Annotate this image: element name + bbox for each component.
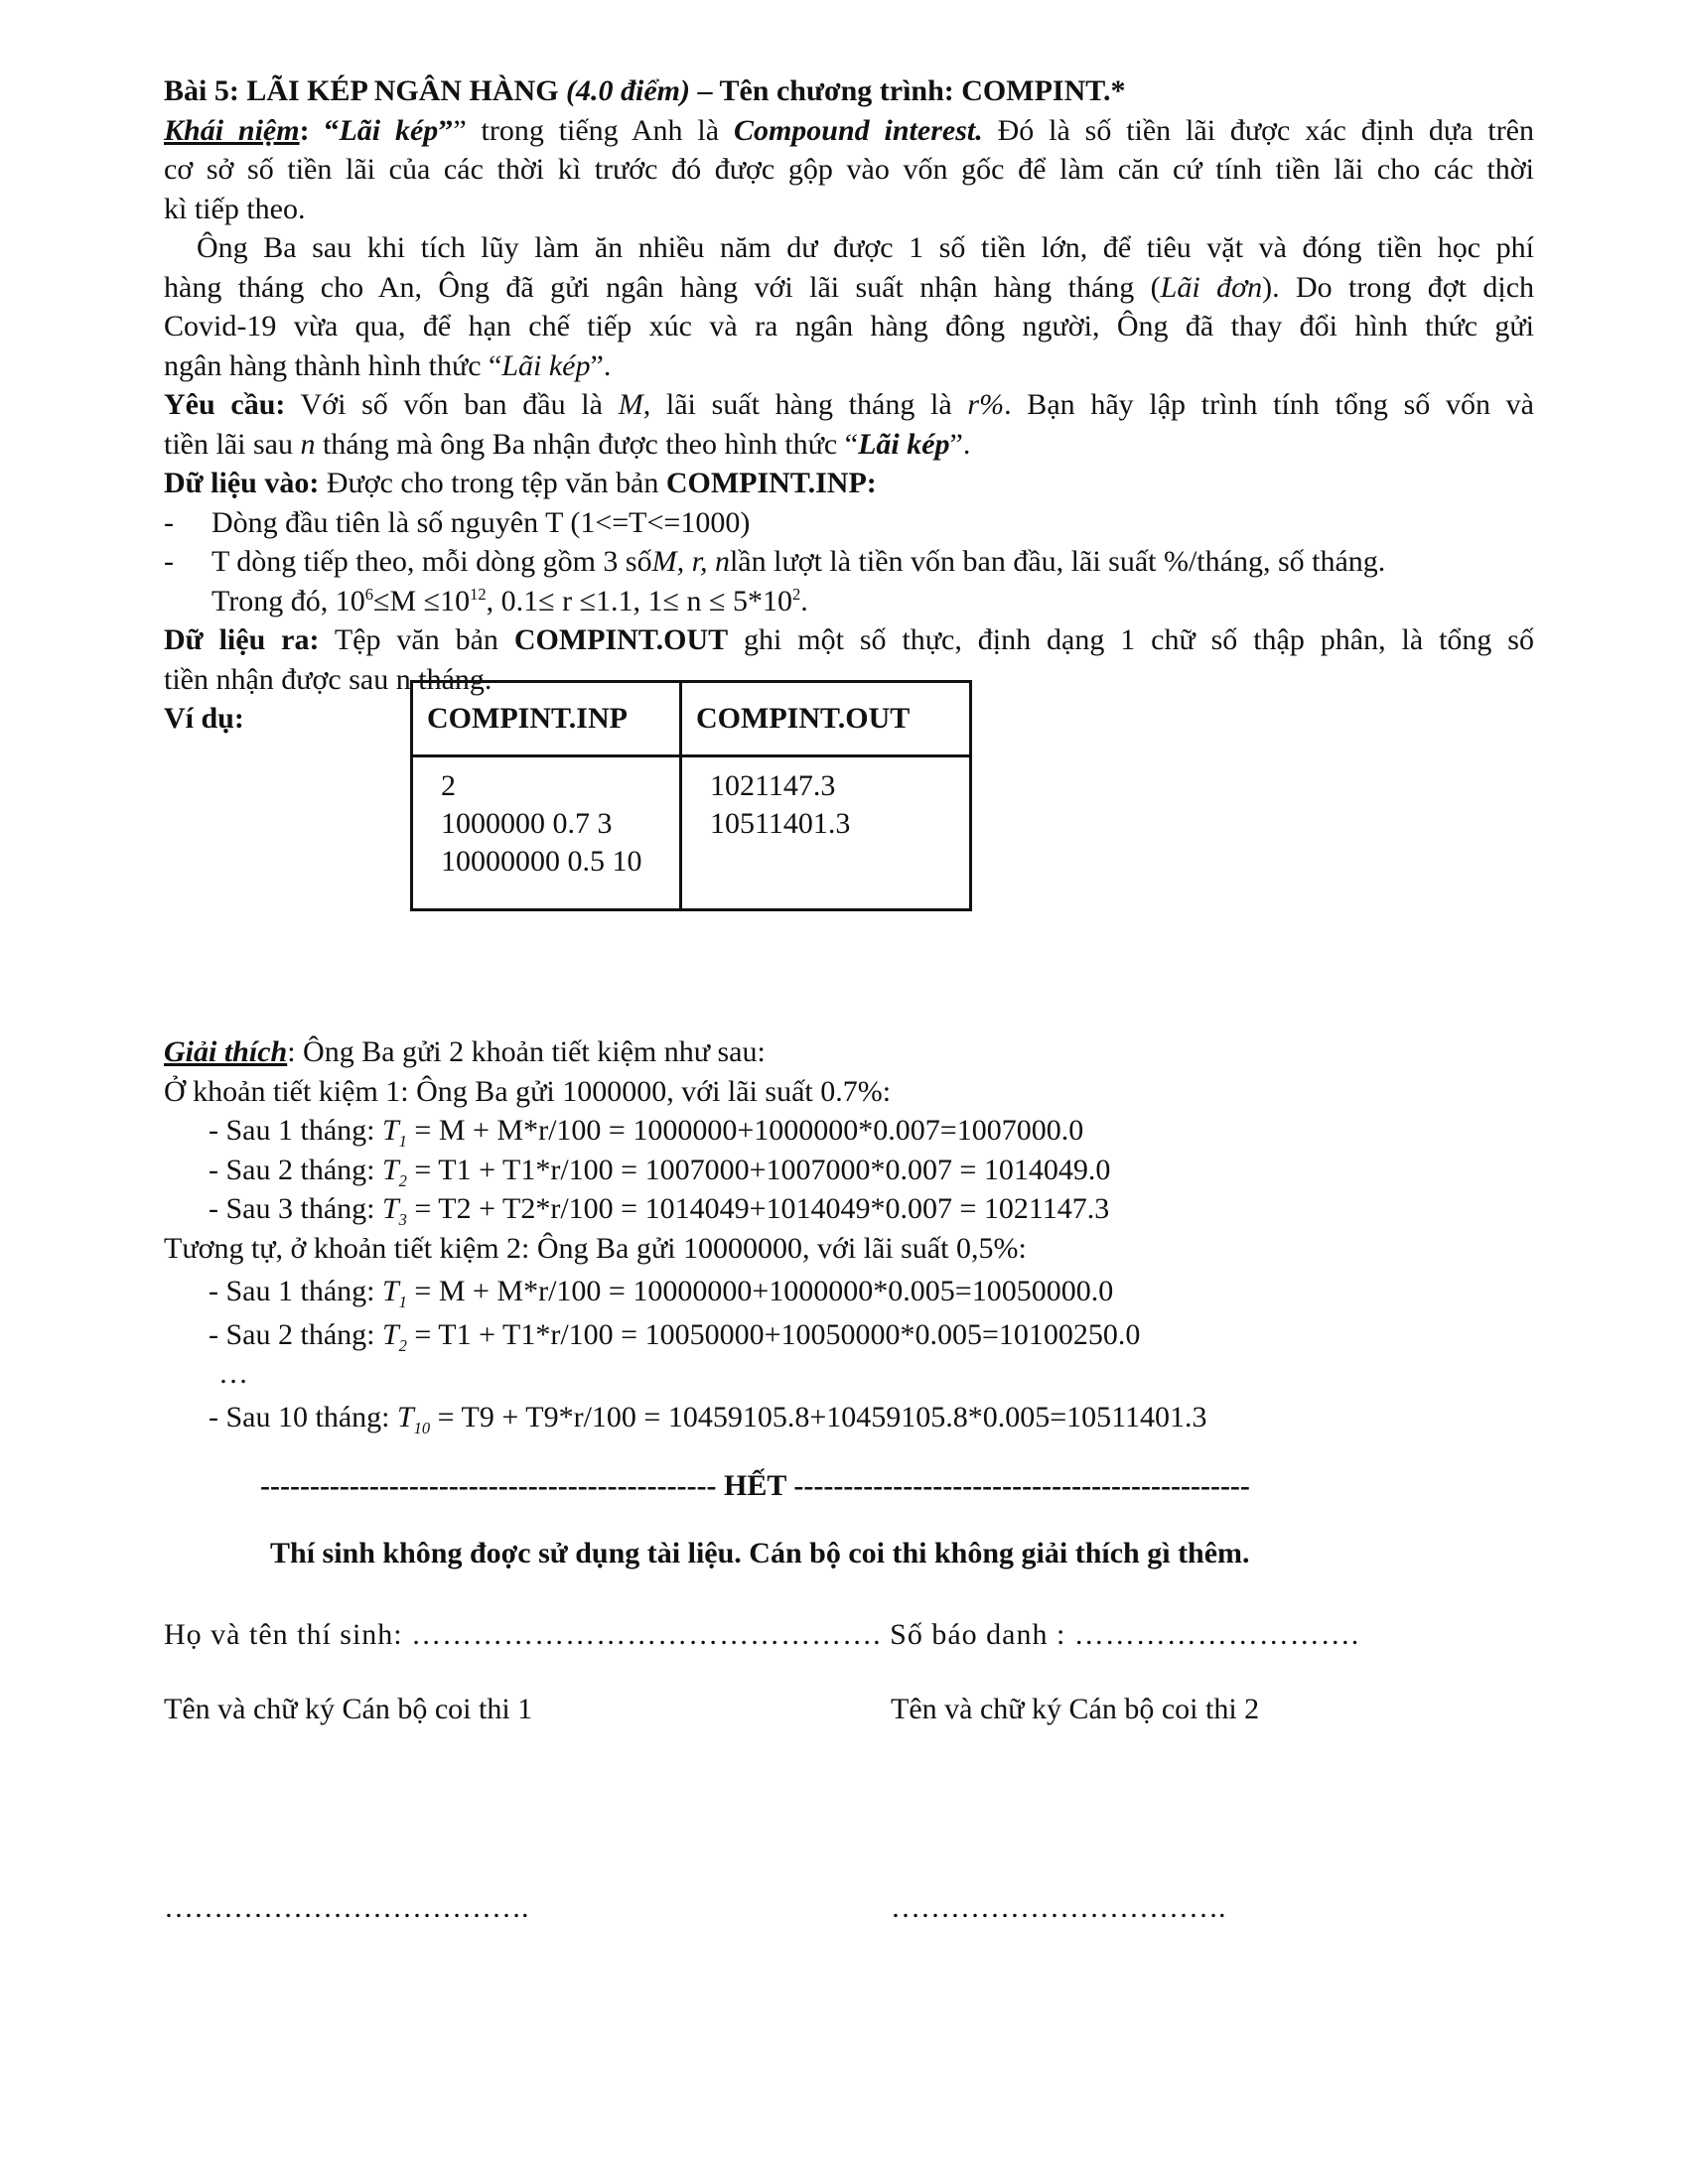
input-item-1: - Dòng đầu tiên là số nguyên T (1<=T<=1000) [164, 505, 751, 539]
concept-line-2: cơ sở số tiền lãi của các thời kì trước đó được gộp vào vốn gốc để làm căn cứ tính tiền lãi cho các thời [164, 153, 1534, 186]
a1-step-1: - Sau 1 tháng: $T_1 = M + M*r/100 = 1000000+1000000*0.007=1007000.0$ [209, 1114, 1084, 1151]
a1-step-3: - Sau 3 tháng: $T_3 = T2 + T2*r/100 = 1014049+1014049*0.007 = 1021147.3$ [209, 1192, 1110, 1229]
proctor-2-label: Tên và chữ ký Cán bộ coi thi 2 [891, 1693, 1260, 1725]
requirement-line-2: tiền lãi sau n tháng mà ông Ba nhận được theo hình thức “Lãi kép”. [164, 427, 971, 461]
ellipsis: … [218, 1357, 248, 1390]
table-cell-output: 1021147.3 10511401.3 [681, 756, 971, 910]
proctor-1-label: Tên và chữ ký Cán bộ coi thi 1 [164, 1693, 533, 1725]
input-constraints: Trong đó, $10^6\le M \le 10^{12}$, 0.1≤ r ≤1.1, $1\le n \le 5*10^2$. [211, 584, 808, 617]
table-header-input: COMPINT.INP [412, 682, 681, 756]
table-cell-input: 2 1000000 0.7 3 10000000 0.5 10 [412, 756, 681, 910]
concept-line-3: kì tiếp theo. [164, 192, 306, 225]
output-line-2: tiền nhận được sau n tháng. [164, 662, 492, 696]
proctor-1-signature-line: ………………………………. [164, 1891, 529, 1924]
candidate-name-line: Họ và tên thí sinh: ………………………………………. Số báo danh : ………………………. [164, 1618, 1360, 1651]
exam-notice: Thí sinh không đoợc sử dụng tài liệu. Cán bộ coi thi không giải thích gì thêm. [270, 1537, 1250, 1570]
a1-step-2: - Sau 2 tháng: $T_2 = T1 + T1*r/100 = 1007000+1007000*0.007 = 1014049.0$ [209, 1153, 1111, 1190]
input-item-2: - T dòng tiếp theo, mỗi dòng gồm 3 số M, r, n lần lượt là tiền vốn ban đầu, lãi suất %/tháng, số tháng. [164, 545, 1386, 578]
explanation-section [164, 1032, 1207, 1436]
story-line-4: ngân hàng thành hình thức “Lãi kép”. [164, 348, 612, 382]
output-line-1: Dữ liệu ra: Tệp văn bản COMPINT.OUT ghi một số thực, định dạng 1 chữ số thập phân, là tổng số [164, 623, 1534, 656]
story-line-1: Ông Ba sau khi tích lũy làm ăn nhiều năm dư được 1 số tiền lớn, để tiêu vặt và đóng tiền học phí [197, 231, 1534, 264]
story-line-3: Covid-19 vừa qua, để hạn chế tiếp xúc và ra ngân hàng đông người, Ông đã thay đổi hình thức gửi [164, 310, 1534, 342]
a2-step-10: - Sau 10 tháng: $T_{10} = T9 + T9*r/100 = 10459105.8+10459105.8*0.005=10511401.3$ [209, 1400, 1207, 1437]
a2-step-1: - Sau 1 tháng: $T_1 = M + M*r/100 = 10000000+1000000*0.005=10050000.0$ [209, 1275, 1114, 1311]
requirement-line-1: Yêu cầu: Với số vốn ban đầu là M, lãi suất hàng tháng là r%. Bạn hãy lập trình tính tổng số vốn và [164, 388, 1534, 421]
table-header-output: COMPINT.OUT [681, 682, 971, 756]
story-line-2: hàng tháng cho An, Ông đã gửi ngân hàng với lãi suất nhận hàng tháng (Lãi đơn). Do trong đợt dịch [164, 270, 1535, 304]
account-2-heading: Tương tự, ở khoản tiết kiệm 2: Ông Ba gửi 10000000, với lãi suất 0,5%: [164, 1231, 1027, 1265]
concept-line-1: Khái niệm: “Lãi kép”” trong tiếng Anh là Compound interest. Đó là số tiền lãi được xác định dựa trên [164, 113, 1535, 147]
a2-step-2: - Sau 2 tháng: $T_2 = T1 + T1*r/100 = 10050000+10050000*0.005=10100250.0$ [209, 1317, 1141, 1355]
account-1-heading: Ở khoản tiết kiệm 1: Ông Ba gửi 1000000, với lãi suất 0.7%: [164, 1074, 892, 1108]
problem-title: Bài 5: LÃI KÉP NGÂN HÀNG (4.0 điểm) – Tên chương trình: COMPINT.* [164, 74, 1126, 107]
example-table [410, 680, 972, 911]
example-label: Ví dụ: [164, 702, 244, 735]
explanation-intro: Giải thích: Ông Ba gửi 2 khoản tiết kiệm như sau: [164, 1035, 766, 1068]
end-marker: ---------------------------------------------- HẾT ---------------------------------------------- [260, 1469, 1250, 1502]
problem-document [164, 71, 1534, 739]
proctor-2-signature-line: ……………………………. [891, 1891, 1226, 1924]
input-heading: Dữ liệu vào: Được cho trong tệp văn bản COMPINT.INP: [164, 467, 877, 499]
